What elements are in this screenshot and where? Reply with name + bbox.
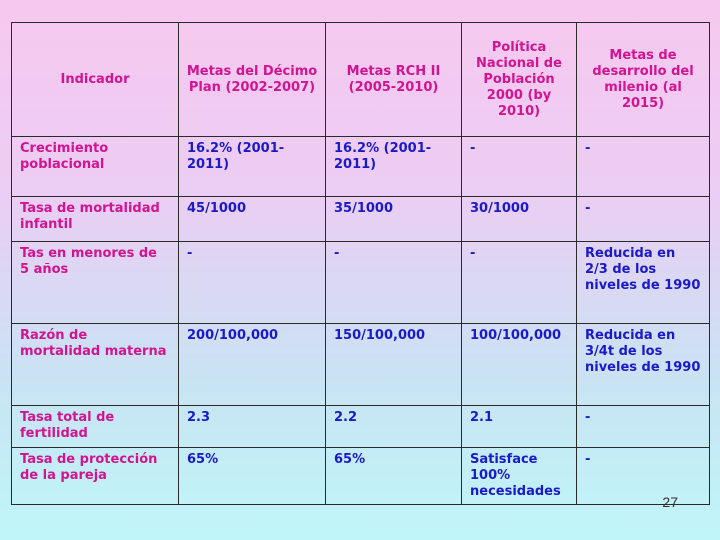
header-indicator: Indicador xyxy=(12,23,179,137)
row-cell: Reducida en 3/4t de los niveles de 1990 xyxy=(577,324,710,406)
row-cell: 16.2% (2001-2011) xyxy=(326,137,462,197)
table-row xyxy=(12,406,710,448)
row-indicator: Tasa de mortalidad infantil xyxy=(12,197,179,242)
header-politica-nacional: Política Nacional de Población 2000 (by 2010) xyxy=(462,23,577,137)
row-cell: Reducida en 2/3 de los niveles de 1990 xyxy=(577,242,710,324)
row-cell: 45/1000 xyxy=(179,197,326,242)
row-cell: 200/100,000 xyxy=(179,324,326,406)
table-row xyxy=(12,137,710,197)
row-cell: - xyxy=(577,197,710,242)
table-row xyxy=(12,324,710,406)
header-rch-ii: Metas RCH II (2005-2010) xyxy=(326,23,462,137)
row-cell: - xyxy=(577,448,710,505)
row-cell: 2.1 xyxy=(462,406,577,448)
row-cell: Satisface 100% necesidades xyxy=(462,448,577,505)
row-indicator: Razón de mortalidad materna xyxy=(12,324,179,406)
row-cell: 35/1000 xyxy=(326,197,462,242)
row-cell: 100/100,000 xyxy=(462,324,577,406)
row-indicator: Crecimiento poblacional xyxy=(12,137,179,197)
row-cell: - xyxy=(326,242,462,324)
table-row xyxy=(12,448,710,505)
row-cell: 2.2 xyxy=(326,406,462,448)
page-number: 27 xyxy=(662,494,678,510)
row-cell: 16.2% (2001-2011) xyxy=(179,137,326,197)
row-cell: 30/1000 xyxy=(462,197,577,242)
row-indicator: Tas en menores de 5 años xyxy=(12,242,179,324)
row-cell: 65% xyxy=(326,448,462,505)
row-cell: - xyxy=(179,242,326,324)
header-row xyxy=(12,23,710,137)
row-cell: - xyxy=(577,137,710,197)
row-cell: - xyxy=(462,242,577,324)
row-cell: 150/100,000 xyxy=(326,324,462,406)
header-metas-milenio: Metas de desarrollo del milenio (al 2015) xyxy=(577,23,710,137)
row-indicator: Tasa de protección de la pareja xyxy=(12,448,179,505)
row-indicator: Tasa total de fertilidad xyxy=(12,406,179,448)
header-decimo-plan: Metas del Décimo Plan (2002-2007) xyxy=(179,23,326,137)
row-cell: - xyxy=(462,137,577,197)
row-cell: - xyxy=(577,406,710,448)
row-cell: 2.3 xyxy=(179,406,326,448)
row-cell: 65% xyxy=(179,448,326,505)
table-row xyxy=(12,197,710,242)
goals-table xyxy=(11,22,710,505)
table-row xyxy=(12,242,710,324)
